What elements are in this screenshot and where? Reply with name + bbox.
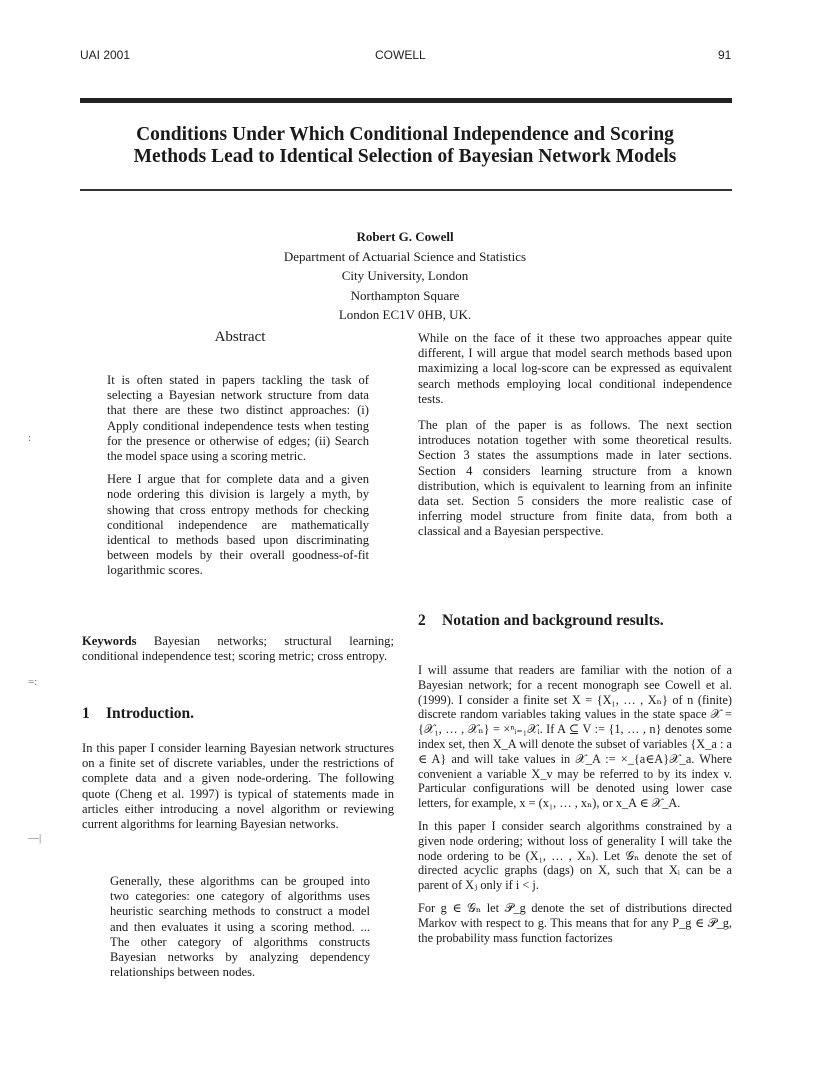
running-header-center: COWELL: [375, 48, 426, 62]
section-2-paragraph: I will assume that readers are familiar with the notion of a Bayesian network; for a recent monograph see Cowell et al. (1999). I consider a finite set X = {X₁, … , Xₙ} of n (finite) discrete random variables taking values in the state space 𝒳 = {𝒳₁, … , 𝒳ₙ} = ×ⁿᵢ₌₁𝒳ᵢ. If A ⊆ V := {1, … , n} denotes some index set, then X_A will denote the subset of variables {X_a : a ∈ A} and will take values in 𝒳_A := ×_{a∈A}𝒳_a. Where convenient a variable X_v may be referred to by its index v. Particular configurations will be denoted using lower case letters, for example, x = (x₁, … , xₙ), or x_A ∈ 𝒳_A.: [418, 663, 732, 811]
affiliation-line: London EC1V 0HB, UK.: [338, 307, 472, 322]
keywords-text: Bayesian networks; structural learning; conditional independence test; scoring metric; cross entropy.: [82, 634, 394, 664]
right-column-intro: [418, 331, 732, 548]
abstract-paragraph: Here I argue that for complete data and a given node ordering this division is largely a myth, by showing that cross entropy methods for checking conditional independence are mathematically identical to methods based upon discriminating between models by their overall goodness-of-fit logarithmic scores.: [107, 472, 369, 578]
section-1-heading: [82, 705, 194, 723]
right-paragraph: The plan of the paper is as follows. The next section introduces notation together with some theoretical results. Section 3 states the assumptions made in later sections. Section 4 considers learning structure from a known distribution, which is equivalent to learning from an infinite data set. Section 5 considers the more realistic case of inferring model structure from finite data, from both a classical and a Bayesian perspective.: [418, 418, 732, 539]
right-paragraph: While on the face of it these two approaches appear quite different, I will argue that model search methods based upon maximizing a local log-score can be expressed as equivalent search methods employing local conditional independence tests.: [418, 331, 732, 406]
section-1-paragraph: In this paper I consider learning Bayesian network structures on a finite set of discrete variables, under the restrictions of complete data and a given node-ordering. The following quote (Cheng et al. 1997) is typical of statements made in articles either introducing a novel algorithm or reviewing current algorithms for learning Bayesian networks.: [82, 741, 394, 832]
abstract-body: [107, 373, 369, 587]
abstract-paragraph: It is often stated in papers tackling the task of selecting a Bayesian network structure from data that there are these two distinct approaches: (i) Apply conditional independence tests when testing for the presence or otherwise of edges; (ii) Search the model space using a scoring metric.: [107, 373, 369, 464]
section-number: 2: [418, 612, 426, 629]
keywords: [82, 634, 394, 664]
paper-title: [60, 124, 750, 168]
running-header-left: UAI 2001: [80, 48, 131, 62]
affiliation-line: Department of Actuarial Science and Statistics: [283, 248, 527, 264]
page-number: 91: [718, 48, 732, 62]
keywords-label: Keywords: [82, 634, 137, 648]
section-2-paragraph: In this paper I consider search algorithms constrained by a given node ordering; without loss of generality I will take the node ordering to be (X₁, … , Xₙ). Let 𝒢ₙ denote the set of directed acyclic graphs (dags) on X, such that Xᵢ can be a parent of Xⱼ only if i < j.: [418, 818, 732, 893]
section-number: 1: [82, 705, 90, 722]
section-title: Introduction.: [106, 705, 194, 722]
margin-tick: —|: [28, 832, 42, 844]
title-line-1: Conditions Under Which Conditional Independence and Scoring: [136, 124, 674, 145]
section-title: Notation and background results.: [442, 612, 664, 629]
title-line-2: Methods Lead to Identical Selection of Bayesian Network Models: [133, 146, 677, 167]
top-rule: [80, 98, 732, 103]
section-2-paragraph: For g ∈ 𝒢ₙ let 𝒫_g denote the set of distributions directed Markov with respect to g. This means that for any P_g ∈ 𝒫_g, the probability mass function factorizes: [418, 900, 732, 945]
margin-tick: =:: [28, 676, 38, 688]
affiliation-line: Northampton Square: [350, 287, 460, 303]
section-2-heading: [418, 612, 664, 630]
title-rule: [80, 189, 732, 191]
abstract-heading: Abstract: [214, 329, 266, 345]
quote-text: Generally, these algorithms can be grouped into two categories: one category of algorithms uses heuristic searching methods to construct a model and then evaluates it using a scoring method. ... The other category of algorithms constructs Bayesian networks by analyzing dependency relationships between nodes.: [110, 874, 370, 980]
author-name: Robert G. Cowell: [356, 229, 454, 244]
margin-tick: :: [28, 432, 32, 444]
author-block: [150, 227, 660, 325]
section-1-body: [82, 741, 394, 840]
affiliation-line: City University, London: [341, 268, 469, 283]
block-quote: [110, 874, 370, 988]
section-2-body: [418, 663, 732, 953]
